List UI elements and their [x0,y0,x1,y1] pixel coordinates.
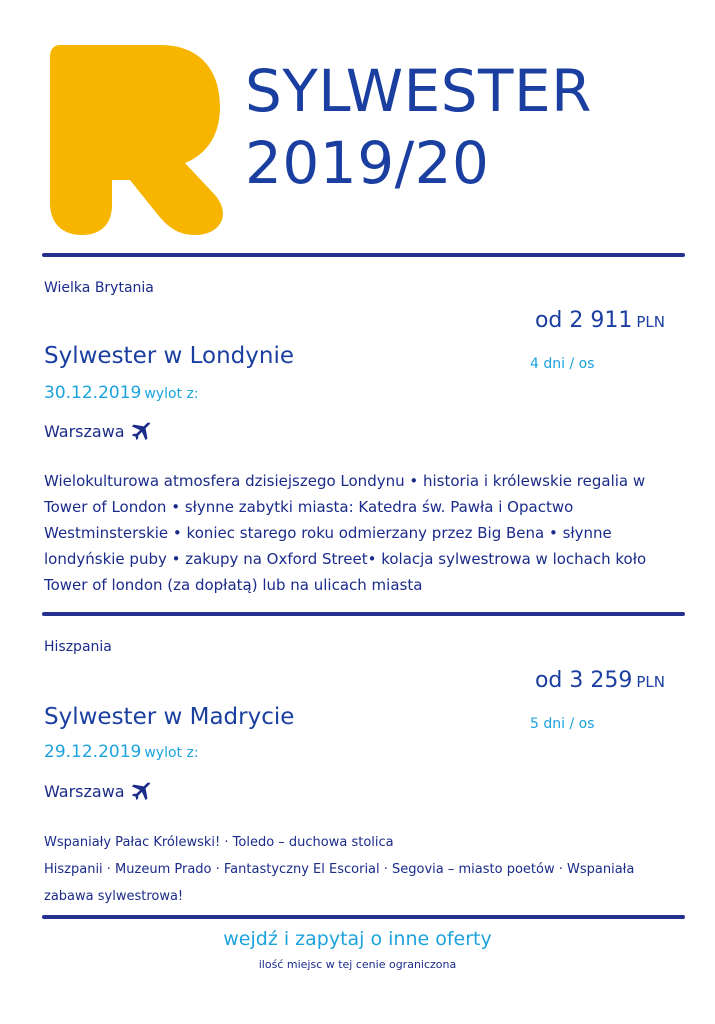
departure-city [44,780,152,802]
city-name: Warszawa [44,421,125,441]
departure-label: wylot z: [144,745,199,761]
description-line: Hiszpanii · Muzeum Prado · Fantastyczny El Escorial · Segovia – miasto poetów · Wspaniała zabawa sylwestrowa! [44,862,635,904]
page-title [245,55,685,199]
departure-label: wylot z: [144,386,199,402]
airplane-icon [130,420,152,442]
offer-duration: 4 dni / os [530,356,595,372]
city-name: Warszawa [44,781,125,801]
title-line-1: SYLWESTER [245,57,592,125]
offer-price [535,668,665,693]
offer-description: Wielokulturowa atmosfera dzisiejszego Londynu • historia i królewskie regalia w Tower of London • słynne zabytki miasta: Katedra św. Pawła i Opactwo Westminsterskie • koniec starego roku odmierzany przez Big Bena • słynne londyńskie puby • zakupy na Oxford Street• kolacja sylwestrowa w lochach koło Tower of london (za dopłatą) lub na ulicach miasta [44,472,647,594]
price-value: od 2 911 [534,308,633,333]
r-letter-logo [50,45,225,235]
offer-title: Sylwester w Madrycie [44,704,295,730]
departure-date: 30.12.2019 [44,383,142,403]
divider [42,253,685,257]
departure-date: 29.12.2019 [44,742,142,762]
offer-duration: 5 dni / os [530,716,595,732]
offer-price [535,308,665,333]
offer-country: Hiszpania [44,639,112,655]
title-line-2: 2019/20 [245,129,490,197]
price-currency: PLN [636,673,665,691]
offer-date [44,383,199,403]
airplane-icon [130,780,152,802]
departure-city [44,420,152,442]
offer-date [44,742,199,762]
price-value: od 3 259 [534,668,633,693]
divider [42,915,685,919]
description-line: Wspaniały Pałac Królewski! · Toledo – duchowa stolica [44,835,394,850]
offer-title: Sylwester w Londynie [44,343,294,369]
price-currency: PLN [636,313,665,331]
availability-note: ilość miejsc w tej cenie ograniczona [258,958,457,971]
offer-country: Wielka Brytania [44,280,154,296]
cta-text: wejdź i zapytaj o inne oferty [223,928,492,950]
offer-description [44,829,674,910]
divider [42,612,685,616]
